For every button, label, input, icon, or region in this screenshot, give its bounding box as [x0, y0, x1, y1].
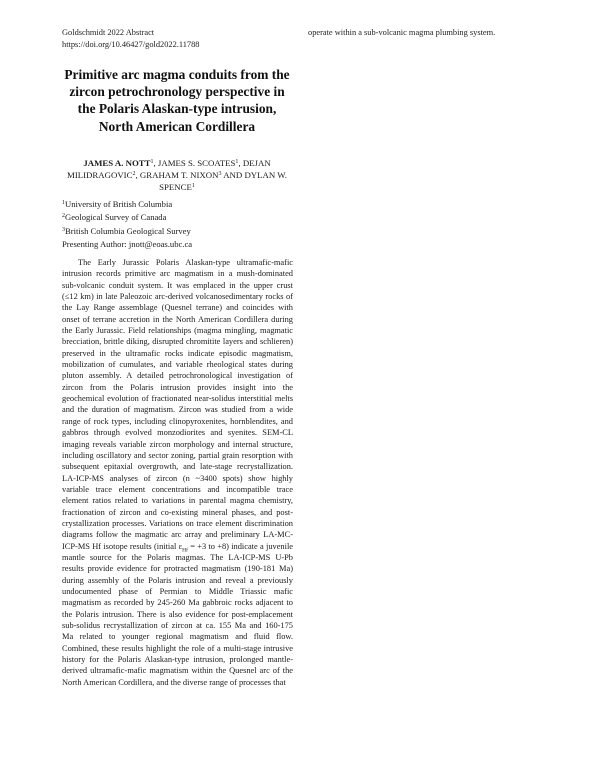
conference-label: Goldschmidt 2022 Abstract [62, 28, 155, 37]
affiliation-text: University of British Columbia [65, 199, 173, 209]
affiliation-sup: 1 [62, 200, 65, 206]
lead-author: JAMES A. NOTT [83, 158, 151, 168]
affiliation-text: Geological Survey of Canada [65, 212, 167, 223]
affiliations [62, 198, 297, 251]
affiliation-text: British Columbia Geological Survey [65, 225, 191, 236]
author-name: , GRAHAM T. NIXON [135, 170, 219, 180]
abstract-paragraph [62, 257, 293, 688]
author-sup: 1 [235, 159, 239, 165]
epsilon-subscript: Hf [182, 547, 188, 554]
abstract-body [62, 257, 293, 688]
affiliation-sup: 3 [62, 226, 65, 233]
affiliation-sup: 2 [62, 213, 65, 220]
presenting-author: Presenting Author: jnott@eoas.ubc.ca [62, 238, 193, 249]
author-sup: 1 [150, 159, 154, 165]
affiliation [62, 225, 297, 238]
page-header [62, 27, 200, 50]
author-sup: 1 [191, 183, 195, 189]
abstract-text: = +3 to +8) indicate a juvenile mantle source for the Polaris magmas. The LA-ICP-MS U-Pb results provide evidence for protracted magmatism (190-181 Ma) during assembly of the Polaris intrusion and reveal a previously undocumented phase of Permian to Middle Triassic mafic magmatism as recorded by 245-260 Ma gabbroic rocks adjacent to the Polaris intrusion. There is also evidence for post-emplacement sub-solidus recrystallization of zircon at ca. 155 Ma and 160-175 Ma related to younger regional magmatism and fluid flow. Combined, these results highlight the role of a multi-stage intrusive history for the Polaris Alaskan-type intrusion, prolonged mantle-derived ultramafic-mafic magmatism within the Quesnel arc of the North American Cordillera, and the diverse range of processes that [62, 541, 293, 687]
author-list [62, 157, 292, 193]
right-column-text: operate within a sub-volcanic magma plumbing system. [308, 28, 496, 37]
author-name: , JAMES S. SCOATES [153, 158, 236, 168]
author-name: , DEJAN MILIDRAGOVIC [67, 158, 271, 180]
doi-link[interactable]: https://doi.org/10.46427/gold2022.11788 [62, 39, 200, 49]
author-name: AND DYLAN W. SPENCE [159, 170, 287, 192]
author-sup: 2 [132, 171, 136, 177]
abstract-text: The Early Jurassic Polaris Alaskan-type ultramafic-mafic intrusion records primitive arc magmatism in a mush-dominated sub-volcanic conduit system. It was emplaced in the upper crust (≤12 km) in late Paleozoic arc-derived volcanosedimentary rocks of the Lay Range assemblage (Quesnel terrane) and coincides with onset of terrane accretion in the North American Cordillera during the Early Jurassic. Field relationships (magma mingling, magmatic brecciation, brittle diking, disrupted chromitite layers and schlieren) preserved in the ultramafic rocks indicate episodic magmatism, mobilization of cumulates, and variable rheological states during pluton assembly. A detailed petrochronological investigation of zircon from the Polaris intrusion provides insight into the geochemical evolution of fractionated near-solidus interstitial melts and the duration of magmatism. Zircon was studied from a wide range of rock types, including clinopyroxenites, hornblendites, and gabbros through evolved monzodiorites and syenites. SEM-CL imaging reveals variable zircon morphology and internal structure, including oscillatory and sector zoning, partial grain resorption with subsequent epitaxial overgrowth, and late-stage recrystallization. LA-ICP-MS analyses of zircon (n ~3400 spots) show highly variable trace element concentrations and incompatible trace element ratios related to variations in parental magma chemistry, fractionation of zircon and co-existing mineral phases, and post-crystallization processes. Variations on trace element discrimination diagrams follow the magmatic arc array and preliminary LA-MC-ICP-MS Hf isotope results (initial ε [62, 258, 293, 551]
affiliation [62, 198, 297, 211]
paper-title: Primitive arc magma conduits from the zircon petrochronology perspective in the Polaris Alaskan-type intrusion, North American Cordillera [64, 67, 290, 134]
author-sup: 3 [218, 171, 222, 177]
affiliation [62, 211, 297, 224]
